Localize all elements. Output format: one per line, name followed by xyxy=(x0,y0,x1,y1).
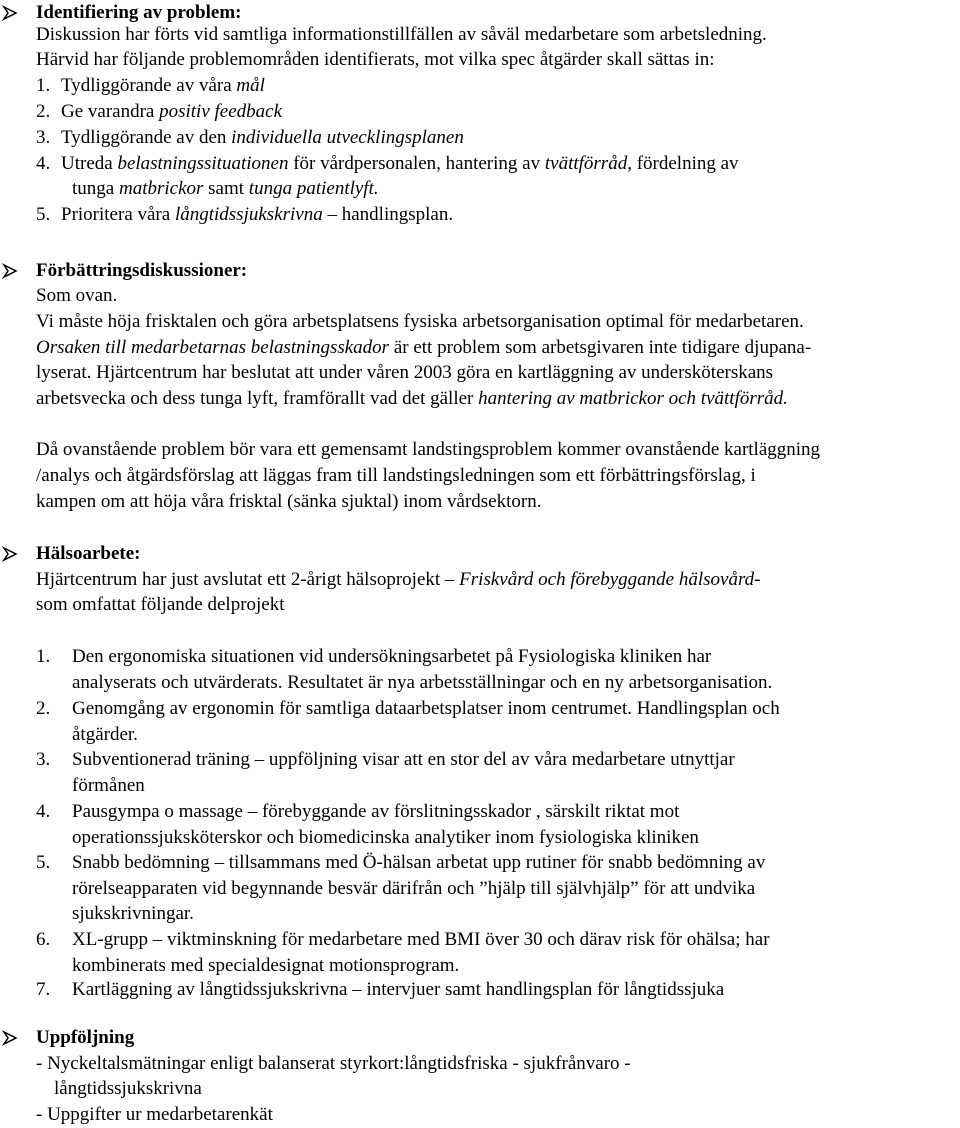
halsoarbete-item-3-line-2: förmånen xyxy=(72,774,145,796)
halsoarbete-item-1-line-2: analyserats och utvärderats. Resultatet är nya arbetsställningar och en ny arbetsorganisation. xyxy=(72,671,773,693)
halsoarbete-item-4-line-2: operationssjuksköterskor och biomedicinska analytiker inom fysiologiska kliniken xyxy=(72,826,699,848)
halsoarbete-item-7-line-1: Kartläggning av långtidssjukskrivna – intervjuer samt handlingsplan för långtidssjuka xyxy=(72,979,725,1000)
s3-line-1: Hjärtcentrum har just avslutat ett 2-årigt hälsoprojekt – Friskvård och förebyggande hälsovård- xyxy=(36,569,761,590)
s1-item-1: Tydliggörande av våra mål xyxy=(61,75,265,96)
halsoarbete-item-7-num: 7. xyxy=(36,979,51,1000)
arrow-bullet-icon xyxy=(2,1030,18,1046)
arrow-bullet-icon xyxy=(2,5,18,21)
s2-line-5: arbetsvecka och dess tunga lyft, framförallt vad det gäller hantering av matbrickor och tvättförråd. xyxy=(36,388,788,409)
s1-item-4-num: 4. xyxy=(36,153,51,174)
s1-item-5-num: 5. xyxy=(36,204,51,225)
s1-line-1: Diskussion har förts vid samtliga informationstillfällen av såväl medarbetare som arbetsledning. xyxy=(36,24,767,45)
halsoarbete-item-2-num: 2. xyxy=(36,698,51,719)
halsoarbete-item-5-line-1: Snabb bedömning – tillsammans med Ö-hälsan arbetat upp rutiner för snabb bedömning av xyxy=(72,852,766,873)
halsoarbete-item-5-num: 5. xyxy=(36,852,51,873)
s1-item-5: Prioritera våra långtidssjukskrivna – handlingsplan. xyxy=(61,204,454,225)
arrow-bullet-icon xyxy=(2,546,18,562)
s4-line-3: - Uppgifter ur medarbetarenkät xyxy=(36,1104,273,1125)
halsoarbete-item-2-line-2: åtgärder. xyxy=(72,723,138,745)
s1-item-3-num: 3. xyxy=(36,127,51,148)
halsoarbete-item-3-line-1: Subventionerad träning – uppföljning visar att en stor del av våra medarbetare utnyttjar xyxy=(72,749,735,770)
halsoarbete-item-4-num: 4. xyxy=(36,801,51,822)
section-heading-forbattring: Förbättringsdiskussioner: xyxy=(36,260,248,281)
s1-item-2: Ge varandra positiv feedback xyxy=(61,101,283,122)
s1-item-1-num: 1. xyxy=(36,75,51,96)
arrow-bullet-icon xyxy=(2,263,18,279)
halsoarbete-item-3-num: 3. xyxy=(36,749,51,770)
halsoarbete-item-6-line-1: XL-grupp – viktminskning för medarbetare med BMI över 30 och därav risk för ohälsa; har xyxy=(72,929,770,950)
halsoarbete-item-5-line-2: rörelseapparaten vid begynnande besvär därifrån och ”hjälp till självhjälp” för att undvika xyxy=(72,877,756,899)
s1-item-2-num: 2. xyxy=(36,101,51,122)
s2-para-line-1: Då ovanstående problem bör vara ett gemensamt landstingsproblem kommer ovanstående kartläggning xyxy=(36,439,821,460)
s2-para-line-3: kampen om att höja våra frisktal (sänka sjuktal) inom vårdsektorn. xyxy=(36,491,542,512)
s4-line-1: - Nyckeltalsmätningar enligt balanserat styrkort:långtidsfriska - sjukfrånvaro - xyxy=(36,1053,631,1074)
s2-line-1: Som ovan. xyxy=(36,285,118,306)
s1-line-2: Härvid har följande problemområden identifierats, mot vilka spec åtgärder skall sättas in: xyxy=(36,49,715,70)
s1-item-4-cont: tunga matbrickor samt tunga patientlyft. xyxy=(72,178,379,199)
section-heading-uppfoljning: Uppföljning xyxy=(36,1027,135,1048)
s3-line-2: som omfattat följande delprojekt xyxy=(36,594,285,615)
halsoarbete-item-2-line-1: Genomgång av ergonomin för samtliga dataarbetsplatser inom centrumet. Handlingsplan och xyxy=(72,698,780,719)
halsoarbete-item-6-num: 6. xyxy=(36,929,51,950)
section-heading-halsoarbete: Hälsoarbete: xyxy=(36,543,141,564)
halsoarbete-item-1-num: 1. xyxy=(36,646,51,667)
section-heading-identifiering: Identifiering av problem: xyxy=(36,2,242,23)
halsoarbete-item-4-line-1: Pausgympa o massage – förebyggande av förslitningsskador , särskilt riktat mot xyxy=(72,801,680,822)
s1-item-4: Utreda belastningssituationen för vårdpersonalen, hantering av tvättförråd, fördelning av xyxy=(61,153,739,174)
s2-line-4: lyserat. Hjärtcentrum har beslutat att under våren 2003 göra en kartläggning av undersköterskans xyxy=(36,362,774,383)
halsoarbete-item-1-line-1: Den ergonomiska situationen vid undersökningsarbetet på Fysiologiska kliniken har xyxy=(72,646,712,667)
s2-para-line-2: /analys och åtgärdsförslag att läggas fram till landstingsledningen som ett förbättringsförslag, i xyxy=(36,465,756,486)
s1-item-3: Tydliggörande av den individuella utvecklingsplanen xyxy=(61,127,464,148)
halsoarbete-item-5-line-3: sjukskrivningar. xyxy=(72,903,194,925)
s4-line-2: långtidssjukskrivna xyxy=(54,1078,202,1099)
s2-line-3: Orsaken till medarbetarnas belastningsskador är ett problem som arbetsgivaren inte tidigare djupana- xyxy=(36,337,812,358)
s2-line-2: Vi måste höja frisktalen och göra arbetsplatsens fysiska arbetsorganisation optimal för medarbetaren. xyxy=(36,311,804,332)
halsoarbete-item-6-line-2: kombinerats med specialdesignat motionsprogram. xyxy=(72,954,460,976)
